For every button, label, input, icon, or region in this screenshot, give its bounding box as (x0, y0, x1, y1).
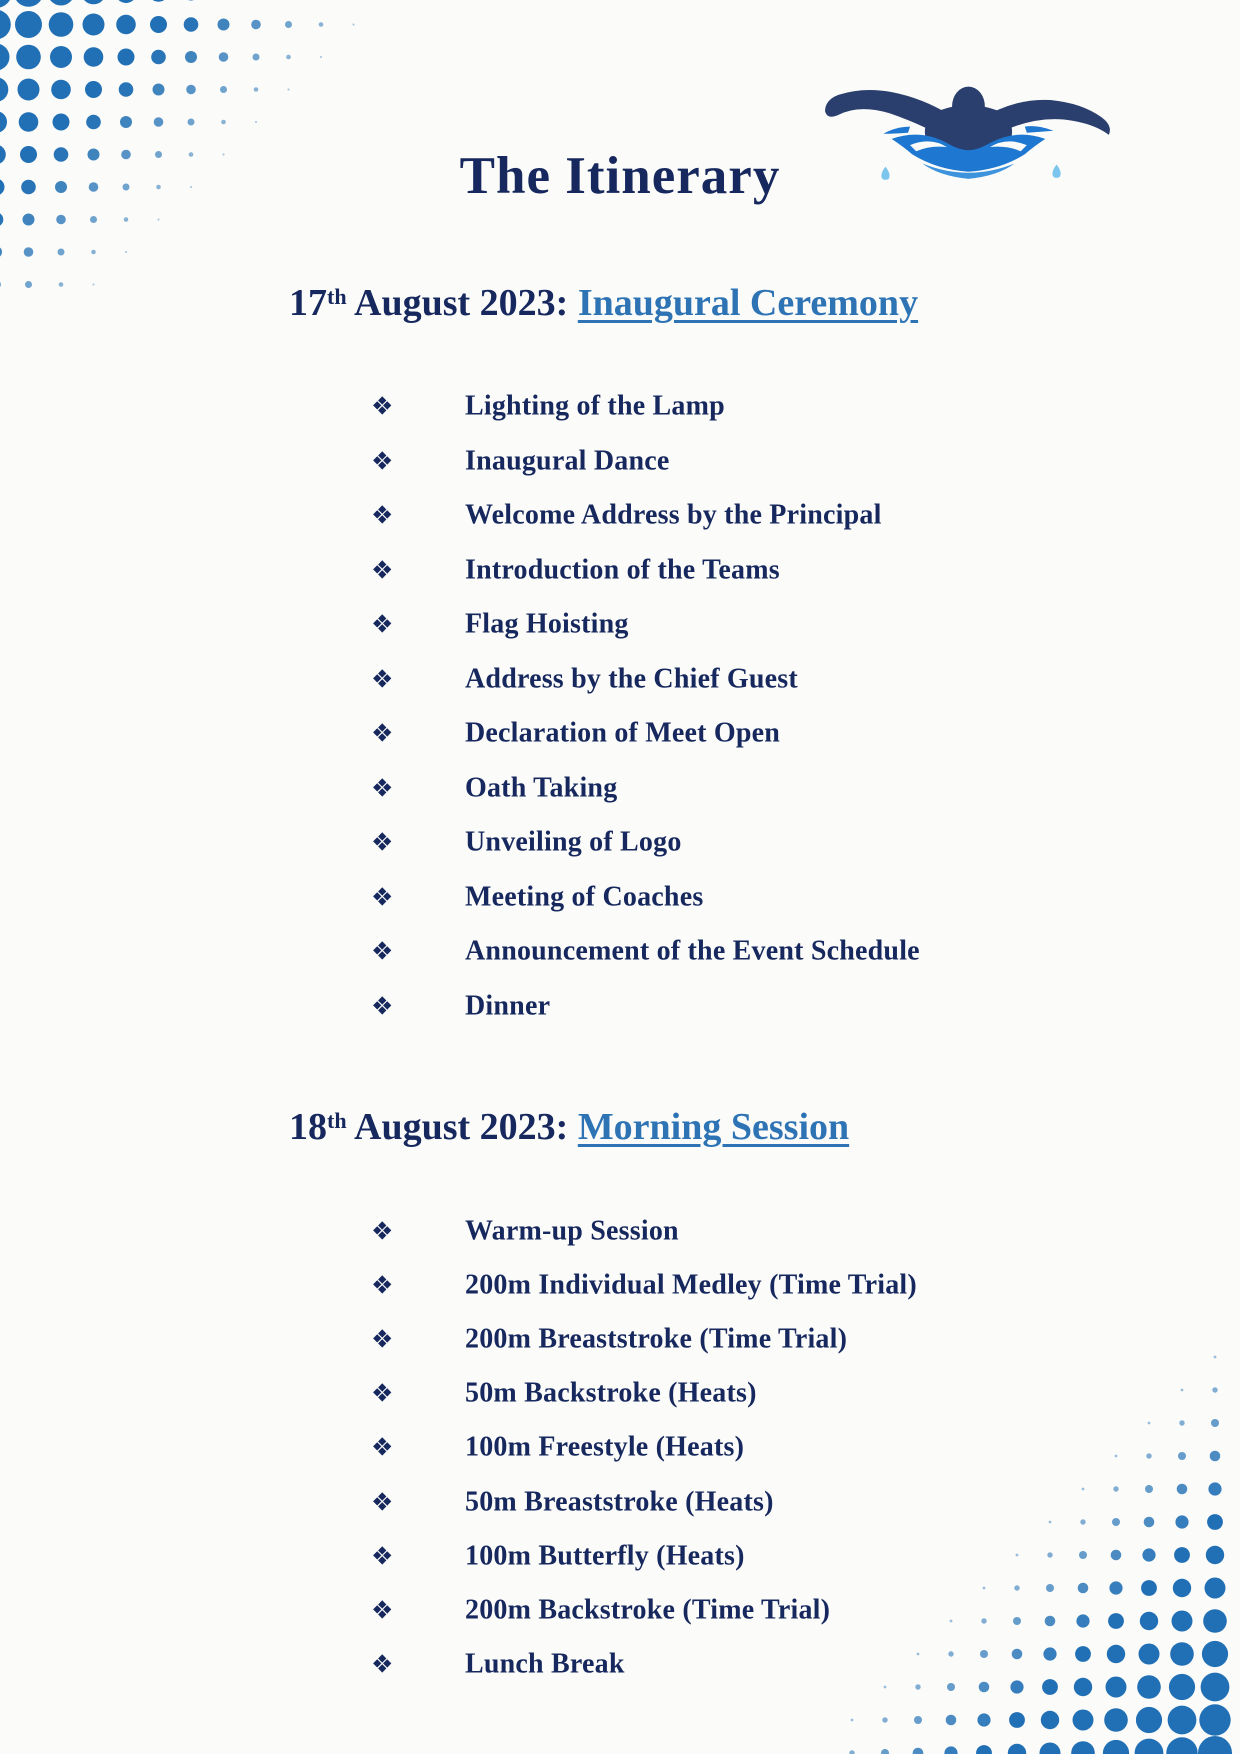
list-item-label: Warm-up Session (465, 1215, 679, 1247)
list-item (0, 1205, 1240, 1259)
section-heading-day1 (289, 278, 1209, 333)
list-item-label: Unveiling of Logo (465, 826, 682, 858)
heading-ordinal: th (327, 283, 347, 309)
list-item-label: 100m Butterfly (Heats) (465, 1539, 745, 1571)
list-item-label: Meeting of Coaches (465, 881, 704, 913)
diamond-bullet-icon: ❖ (371, 936, 394, 966)
diamond-bullet-icon: ❖ (371, 1649, 394, 1679)
list-item-label: Lunch Break (465, 1648, 625, 1680)
list-item (0, 1313, 1240, 1367)
diamond-bullet-icon: ❖ (371, 1595, 394, 1625)
list-item-label: 50m Breaststroke (Heats) (465, 1485, 774, 1517)
diamond-bullet-icon: ❖ (371, 555, 394, 585)
diamond-bullet-icon: ❖ (371, 391, 394, 421)
diamond-bullet-icon: ❖ (371, 1486, 394, 1516)
droplet-left (881, 167, 889, 180)
list-item (0, 1530, 1240, 1584)
list-item-label: 200m Individual Medley (Time Trial) (465, 1269, 917, 1301)
diamond-bullet-icon: ❖ (371, 1216, 394, 1246)
list-item (0, 1638, 1240, 1692)
diamond-bullet-icon: ❖ (371, 718, 394, 748)
diamond-bullet-icon: ❖ (371, 1378, 394, 1408)
splash-flick-right (1025, 126, 1054, 133)
list-item (0, 544, 1240, 599)
splash-flick-left (883, 127, 910, 134)
diamond-bullet-icon: ❖ (371, 882, 394, 912)
list-item-label: Address by the Chief Guest (465, 663, 798, 695)
droplet-right (1052, 165, 1060, 178)
list-item-label: Flag Hoisting (465, 608, 629, 640)
list-item-label: Announcement of the Event Schedule (465, 935, 920, 967)
diamond-bullet-icon: ❖ (371, 1324, 394, 1354)
list-item-label: Welcome Address by the Principal (465, 499, 882, 531)
section-heading-day2 (289, 1102, 1209, 1157)
page-title: The Itinerary (459, 147, 781, 205)
list-item (0, 435, 1240, 490)
list-item (0, 1584, 1240, 1638)
heading-date-rest: August 2023: (346, 1106, 578, 1148)
diamond-bullet-icon: ❖ (371, 446, 394, 476)
heading-date-number: 18 (289, 1106, 327, 1148)
list-item-label: Introduction of the Teams (465, 554, 780, 586)
diamond-bullet-icon: ❖ (371, 827, 394, 857)
event-list-day2 (0, 1205, 1240, 1692)
list-item (0, 1475, 1240, 1529)
list-item (0, 1421, 1240, 1475)
list-item-label: 200m Backstroke (Time Trial) (465, 1594, 831, 1626)
diamond-bullet-icon: ❖ (371, 1432, 394, 1462)
swimmer-logo (824, 84, 1116, 200)
heading-link-inaugural-ceremony[interactable]: Inaugural Ceremony (577, 282, 919, 324)
list-item (0, 1259, 1240, 1313)
heading-link-morning-session[interactable]: Morning Session (577, 1106, 850, 1148)
heading-date-rest: August 2023: (346, 282, 578, 324)
butterfly-swimmer-icon (825, 87, 1110, 180)
diamond-bullet-icon: ❖ (371, 664, 394, 694)
list-item (0, 598, 1240, 653)
list-item-label: Dinner (465, 990, 551, 1022)
diamond-bullet-icon: ❖ (371, 773, 394, 803)
list-item-label: Inaugural Dance (465, 445, 670, 477)
diamond-bullet-icon: ❖ (371, 1540, 394, 1570)
list-item (0, 980, 1240, 1035)
list-item-label: Oath Taking (465, 772, 618, 804)
list-item-label: Lighting of the Lamp (465, 390, 725, 422)
list-item (0, 816, 1240, 871)
diamond-bullet-icon: ❖ (371, 991, 394, 1021)
list-item (0, 762, 1240, 817)
list-item (0, 1367, 1240, 1421)
event-list-day1 (0, 380, 1240, 1034)
list-item-label: 50m Backstroke (Heats) (465, 1377, 757, 1409)
list-item-label: Declaration of Meet Open (465, 717, 781, 749)
list-item (0, 653, 1240, 708)
heading-date-number: 17 (289, 282, 327, 324)
heading-ordinal: th (327, 1107, 347, 1133)
list-item (0, 925, 1240, 980)
diamond-bullet-icon: ❖ (371, 609, 394, 639)
list-item-label: 100m Freestyle (Heats) (465, 1431, 745, 1463)
diamond-bullet-icon: ❖ (371, 500, 394, 530)
list-item (0, 380, 1240, 435)
list-item-label: 200m Breaststroke (Time Trial) (465, 1323, 848, 1355)
diamond-bullet-icon: ❖ (371, 1270, 394, 1300)
list-item (0, 489, 1240, 544)
list-item (0, 707, 1240, 762)
list-item (0, 871, 1240, 926)
